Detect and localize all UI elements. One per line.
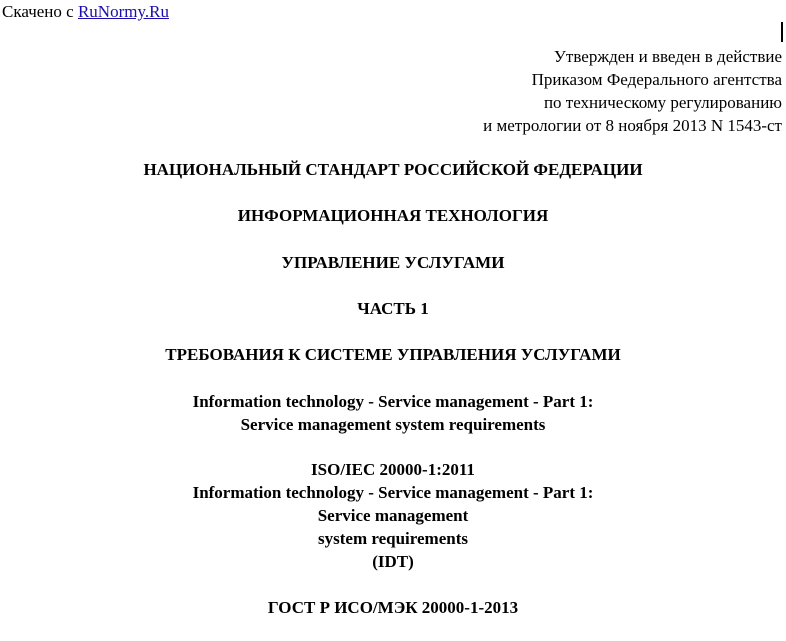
requirements-title: ТРЕБОВАНИЯ К СИСТЕМЕ УПРАВЛЕНИЯ УСЛУГАМИ	[165, 345, 621, 364]
text-cursor	[781, 22, 783, 42]
part-title: ЧАСТЬ 1	[357, 299, 429, 318]
approval-line: Утвержден и введен в действие	[553, 47, 782, 66]
approval-line: Приказом Федерального агентства	[531, 70, 782, 89]
runormy-link[interactable]: RuNormy.Ru	[77, 2, 169, 21]
download-prefix: Скачено с	[2, 2, 78, 21]
approval-block	[483, 45, 782, 137]
iso-idt: (IDT)	[372, 552, 414, 571]
approval-line: по техническому регулированию	[543, 93, 782, 112]
service-management-title: УПРАВЛЕНИЕ УСЛУГАМИ	[281, 253, 505, 272]
iso-title-line: Information technology - Service management - Part 1:	[192, 483, 594, 502]
download-source-line	[2, 2, 169, 22]
iso-title-line: system requirements	[318, 529, 468, 548]
iso-title-line: Service management	[317, 506, 469, 525]
english-title-block	[0, 390, 786, 436]
iso-code: ISO/IEC 20000-1:2011	[311, 460, 475, 479]
info-tech-title: ИНФОРМАЦИОННАЯ ТЕХНОЛОГИЯ	[237, 206, 549, 225]
approval-line: и метрологии от 8 ноября 2013 N 1543-ст	[483, 116, 782, 135]
iso-block	[0, 458, 786, 573]
gost-code: ГОСТ Р ИСО/МЭК 20000-1-2013	[267, 598, 519, 617]
english-title-line: Service management system requirements	[240, 415, 546, 434]
national-standard-title: НАЦИОНАЛЬНЫЙ СТАНДАРТ РОССИЙСКОЙ ФЕДЕРАЦИИ	[143, 160, 643, 179]
english-title-line: Information technology - Service management - Part 1:	[192, 392, 594, 411]
